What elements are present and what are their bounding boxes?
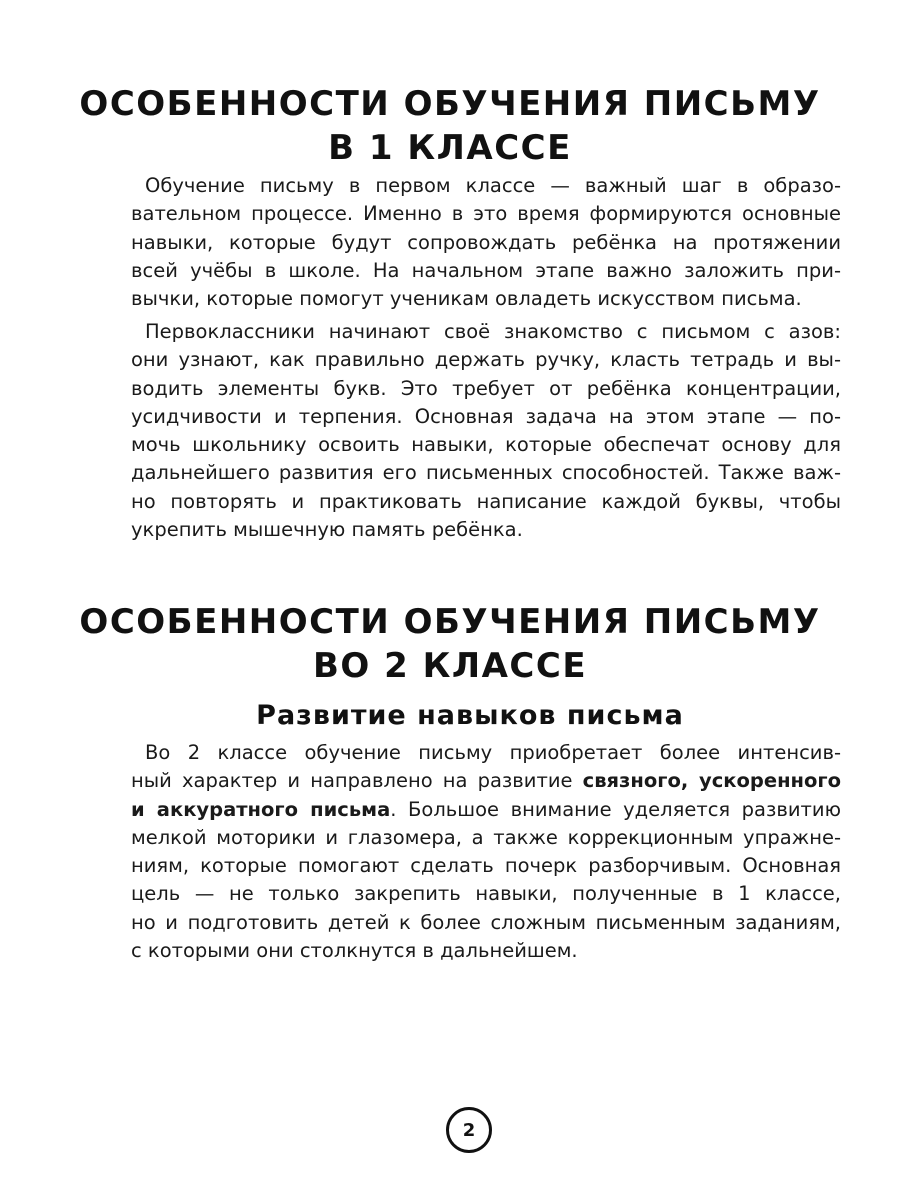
page-number-badge: 2 <box>446 1107 492 1153</box>
text-line: укрепить мышечную память ребёнка. <box>131 518 523 542</box>
text-line: но и подготовить детей к более сложным письменным заданиям, <box>131 910 841 934</box>
section2-paragraph <box>131 739 841 965</box>
text-line: Первоклассники начинают своё знакомство с письмом с азов: <box>145 320 841 343</box>
text-line: мелкой моторики и глазомера, а также коррекционным упражне- <box>131 825 841 849</box>
text-line: с которыми они столкнутся в дальнейшем. <box>131 939 578 963</box>
text-line: навыки, которые будут сопровождать ребёнка на протяжении <box>131 230 841 254</box>
text-line: Во 2 классе обучение письму приобретает более интенсив- <box>145 741 841 764</box>
text-line: мочь школьнику освоить навыки, которые обеспечат основу для <box>131 433 841 457</box>
text-line <box>131 767 841 795</box>
text-line: ниям, которые помогают сделать почерк разборчивым. Основная <box>131 854 841 878</box>
bold-text-fragment: и аккуратного письма <box>131 797 391 821</box>
text-line: вычки, которые помогут ученикам овладеть искусством письма. <box>131 287 802 311</box>
section1-title-line1: ОСОБЕННОСТИ ОБУЧЕНИЯ ПИСЬМУ <box>79 84 821 124</box>
text-fragment: ный характер и направлено на развитие <box>131 769 583 793</box>
text-line: дальнейшего развития его письменных способностей. Также важ- <box>131 461 841 485</box>
text-line: они узнают, как правильно держать ручку, класть тетрадь и вы- <box>131 348 841 372</box>
section2-title-line1: ОСОБЕННОСТИ ОБУЧЕНИЯ ПИСЬМУ <box>79 602 821 642</box>
section2-subtitle: Развитие навыков письма <box>256 700 684 731</box>
text-line: водить элементы букв. Это требует от ребёнка концентрации, <box>131 376 841 400</box>
text-line: Обучение письму в первом классе — важный шаг в образо- <box>145 174 841 197</box>
text-line: усидчивости и терпения. Основная задача на этом этапе — по- <box>131 404 841 428</box>
section2-title-line2: ВО 2 КЛАССЕ <box>312 646 588 686</box>
text-line: но повторять и практиковать написание каждой буквы, чтобы <box>131 489 841 513</box>
bold-text-fragment: связного, ускоренного <box>582 769 841 793</box>
text-line <box>131 796 841 824</box>
text-line: всей учёбы в школе. На начальном этапе важно заложить при- <box>131 258 841 282</box>
section1-title <box>0 82 900 170</box>
text-line: вательном процессе. Именно в это время формируются основные <box>131 202 841 226</box>
text-line: цель — не только закрепить навыки, полученные в 1 классе, <box>131 882 841 906</box>
section1-title-line2: В 1 КЛАССЕ <box>328 128 572 168</box>
section1-paragraph1 <box>131 172 841 313</box>
section1-paragraph2 <box>131 318 841 544</box>
section2-title <box>0 600 900 688</box>
text-fragment: . Большое внимание уделяется развитию <box>390 797 841 821</box>
